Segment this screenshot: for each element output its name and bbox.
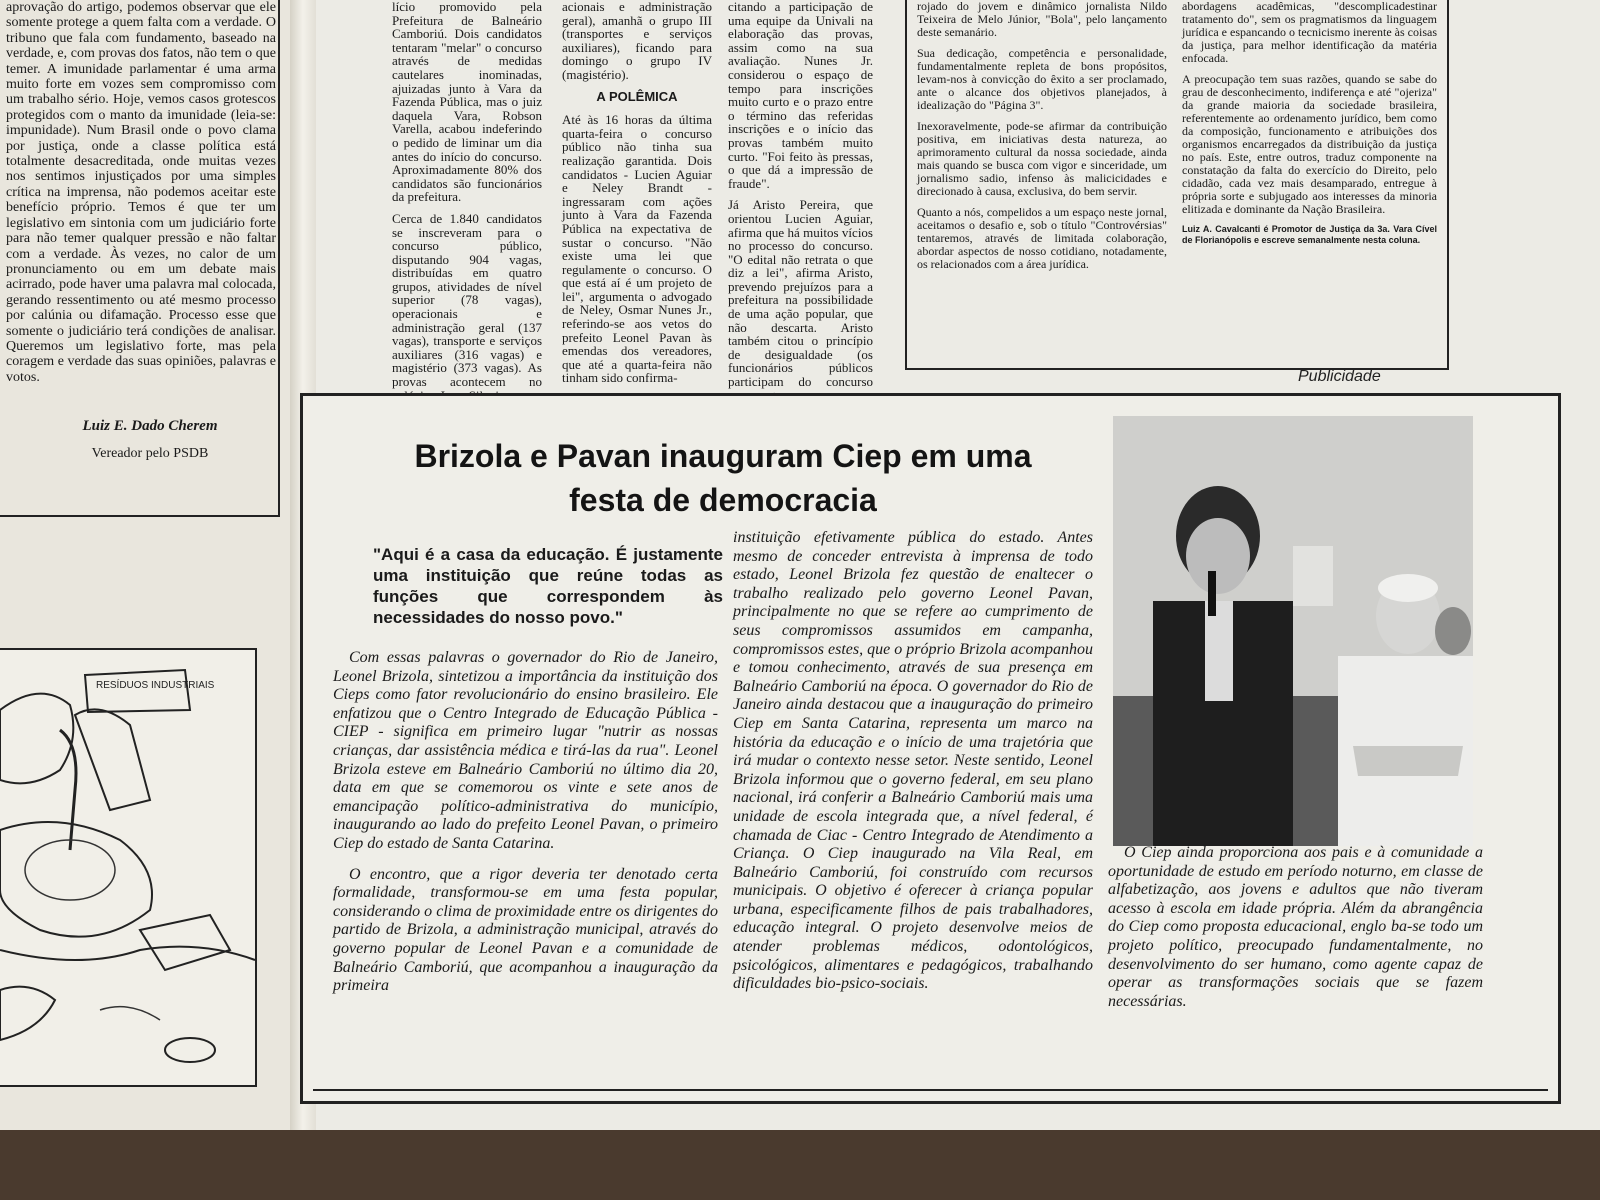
controversias-col-1-text-2: Sua dedicação, competência e personalidade, fundamentalmente repleta de bons propósitos, levam-nos à convicção do êxito a ser proclamado, ante o alcance dos objetivos planejados, à idealização do "Página 3". — [917, 46, 1167, 112]
top-column-3 — [728, 0, 873, 410]
advertorial-inner-frame — [313, 404, 1548, 1091]
advertorial-photo — [1113, 416, 1473, 846]
top-column-1-text: lício promovido pela Prefeitura de Balneário Camboriú. Dois candidatos tentaram "melar" o concurso através de medidas cautelares inominadas, ajuizadas junto à Vara da Fazenda Pública, mas o juiz daquela Vara, Robson Varella, acabou indeferindo o pedido de liminar um dia antes do início do concurso. Aproximadamente 80% dos candidatos são funcionários da prefeitura. — [392, 0, 542, 205]
top-column-3-text-2: Já Aristo Pereira, que orientou Lucien Aguiar, afirma que há muitos vícios no processo do concurso. "O edital não retrata o que diz a lei", afirma Aristo, prevendo prejuízos para a prefeitura na possibilidade de uma ação popular, que não descarta. Aristo também citou o princípio de desigualdade (os funcionários públicos participam do concurso — [728, 197, 873, 390]
left-article-signature: Luiz E. Dado Cherem — [82, 418, 218, 434]
top-column-1-text-2: Cerca de 1.840 candidatos se inscreveram para o concurso público, disputando 904 vagas, distribuídas em quatro grupos, atividades de nível superior (78 vagas), operacionais e administração geral (137 vagas), transporte e serviços auxiliares (316 vagas) e magistério (373 vagas). As provas acontecem no — [392, 210, 542, 390]
left-page — [0, 0, 300, 1135]
cartoon-drawing — [0, 650, 255, 1085]
advertorial-column-3-p1: O Ciep ainda proporciona aos pais e à comunidade a oportunidade de estudo em período noturno, em classe de alfabetização, aos jovens e adultos que não tiveram acesso à escola em idade própria. Além da abrangência do Ciep como proposta educacional, englo ba-se todo um projeto político, preocupado fundamentalmente, no desenvolvimento do ser humano, como agente capaz de operar as transformações sociais que se fazem necessárias. — [1108, 844, 1483, 1010]
controversias-col-1-text-3: Inexoravelmente, pode-se afirmar da contribuição positiva, em iniciativas desta natureza, ao aprimoramento cultural da nossa sociedade, ainda mais quando se busca com vigor e sinceridade, um jornalismo sadio, infenso às malicicidades e direcionado à causa, exclusiva, do bem servir. — [917, 119, 1167, 198]
advertorial-box — [300, 393, 1561, 1104]
advertorial-pullquote: "Aqui é a casa da educação. É justamente uma instituição que reúne todas as funções que correspondem às necessidades do nosso povo." — [373, 545, 723, 627]
cartoon-illustration — [0, 648, 257, 1087]
top-column-1 — [392, 0, 542, 424]
advertorial-column-3 — [1108, 844, 1483, 1023]
advertorial-column-2 — [733, 529, 1093, 1006]
table-surface — [0, 1130, 1600, 1200]
top-column-2-text: acionais e administração geral), amanhã o grupo III (transportes e serviços auxiliares), ficando para domingo o grupo IV (magistério). — [562, 0, 712, 82]
controversias-col-1-text: rojado do jovem e dinâmico jornalista Nildo Teixeira de Melo Júnior, "Bola", pelo lançamento deste semanário. — [917, 0, 1167, 39]
controversias-col-1 — [917, 0, 1167, 279]
publicidade-label: Publicidade — [1298, 368, 1381, 385]
controversias-col-2 — [1182, 0, 1437, 254]
cartoon-sign-text: RESÍDUOS INDUSTRIAIS — [96, 680, 215, 691]
left-article-text — [6, 0, 276, 385]
top-column-2-text-2: Até às 16 horas da última quarta-feira o concurso público não tinha sua realização garantida. Dois candidatos - Lucien Aguiar e Neley Brandt - ingressaram com ações junto à Vara da Fazenda Pública na expectativa de sustar o concurso. "Não existe uma lei que regulamente o concurso. O que está aí é um projeto de lei", argumenta o advogado de Neley, Osmar Nunes Jr., referindo-se aos vetos do prefeito Leonel Pavan às emendas dos vereadores, que até a quarta-feira não tinham sido confirma- — [562, 112, 712, 386]
top-column-3-text: citando a participação de uma equipe da Univali na elaboração das provas, assim como na sua avaliação. Nunes Jr. considerou o espaço de tempo para inscrições muito curto e o prazo entre o término das referidas inscrições e o início das provas também muito curto. "Foi feito às pressas, o que dá a impressão de fraude". — [728, 0, 873, 191]
section-heading-polemica: A POLÊMICA — [596, 88, 678, 104]
controversias-col-2-text: abordagens acadêmicas, "descomplicadestinar tratamento do", sem os pragmatismos da linguagem jurídica e espancando o tecnicismo inerente às coisas da justiça, para melhor identificação da matéria enfocada. — [1182, 0, 1437, 65]
controversias-byline: Luiz A. Cavalcanti é Promotor de Justiça da 3a. Vara Cível de Florianópolis e escreve semanalmente nesta coluna. — [1182, 224, 1437, 245]
photo-brizola-pavan — [1113, 416, 1473, 846]
advertorial-column-1-p1: Com essas palavras o governador do Rio de Janeiro, Leonel Brizola, sintetizou a importância da instituição dos Cieps como fator revolucionário do ensino brasileiro. Ele enfatizou que o Centro Integrado de Educação Pública - CIEP - significa em primeiro lugar "nutrir as nossas crianças, dar assistência médica e tirá-las da rua". Leonel Brizola esteve em Balneário Camboriú no último dia 20, data em que se comemorou os vinte e sete anos de emancipação político-administrativa do município, inaugurando ao lado do prefeito Leonel Pavan, o primeiro Ciep do estado de Santa Catarina. — [333, 649, 718, 852]
advertorial-headline: Brizola e Pavan inauguram Ciep em uma festa de democracia — [414, 438, 1032, 518]
top-column-2 — [562, 0, 712, 393]
controversias-col-2-text-2: A preocupação tem suas razões, quando se sabe do grau de desconhecimento, indiferença e até "ojeriza" da grande maioria da sociedade brasileira, referentemente ao ordenamento jurídico, bem como da composição, funcionamento e atribuições dos organismos encarregados da distribuição da justiça no país. Este, entre outros, traduz componente na constatação da falta do exercício do Direito, pelo cidadão, cada vez mais desamparado, entregue à própria sorte e subjugado aos interesses da minoria elitizada e dominante da Nação Brasileira. — [1182, 72, 1437, 216]
advertorial-column-1 — [333, 649, 718, 1008]
controversias-col-1-text-4: Quanto a nós, compelidos a um espaço neste jornal, aceitamos o desafio e, sob o título "Controvérsias" tentaremos, através de limitada colaboração, abordar aspectos de nosso cotidiano, notadamente, os relacionados com a área jurídica. — [917, 205, 1167, 271]
left-article-signature-role: Vereador pelo PSDB — [91, 446, 209, 461]
controversias-column-box — [905, 0, 1449, 370]
left-article-body: aprovação do artigo, podemos observar que ele somente protege a quem falta com a verdade. O tribuno que fala com fundamento, baseado na verdade, e, com provas dos fatos, não tem o que temer. A imunidade parlamentar é uma arma muito forte em vozes sem compromisso com um trabalho sério. Hoje, vemos casos grotescos protegidos com o manto da imunidade (leia-se: impunidade). Num Brasil onde o povo clama por justiça, onde a classe política está totalmente desacreditada, onde muitas vezes nos sentimos injustiçados por uma simples crítica na imprensa, não podemos aceitar este benefício próprio. Temos é que ter um legislativo em sintonia com um judiciário forte para não temer qualquer pressão e não faltar com a verdade. Às vezes, no calor de um pronunciamento ou em um debate mais acirrado, pode haver uma palavra mal colocada, gerando ressentimento ou até mesmo processo por calúnia ou difamação. Processo esse que somente o judiciário terá condições de analisar. Queremos um legislativo forte, mas pela coragem e verdade das suas opiniões, palavras e votos. — [6, 0, 276, 385]
advertorial-column-2-p1: instituição efetivamente pública do estado. Antes mesmo de conceder entrevista à imprensa de todo estado, Leonel Brizola fez questão de enaltecer o trabalho realizado pelo governo Leonel Pavan, principalmente no que se refere ao cumprimento de seus compromissos assumidos em campanha, compromissos estes, que o próprio Brizola acompanhou e tomou conhecimento, através de sua presença em Balneário Camboriú na época. O governador do Rio de Janeiro ainda destacou que a inauguração do primeiro Ciep em Santa Catarina, representa um marco na história da educação e o início de uma trajetória que irá mudar o contexto nesse setor. Neste sentido, Leonel Brizola informou que o governo federal, em seu plano nacional, irá conferir a Balneário Camboriú mais uma unidade de escola integrada que, a nível federal, é chamada de Ciac - Centro Integrado de Atendimento a Criança. O Ciep inaugurado na Vila Real, em Balneário Camboriú, foi construído com recursos municipais. O objetivo é oferecer à criança popular urbana, especificamente filhos de pais trabalhadores, educação integral. O projeto desenvolve meios de atender problemas médicos, odontológicos, psicológicos, alimentares e pedagógicos, trabalhando dificuldades bio-psico-sociais. — [733, 529, 1093, 993]
advertorial-column-1-p2: O encontro, que a rigor deveria ter denotado certa formalidade, transformou-se em uma festa popular, considerando o clima de proximidade entre os dirigentes do partido de Brizola, a administração municipal, através do governo popular de Leonel Pavan e a comunidade de Balneário Camboriú, que acompanhou a inauguração da primeira — [333, 865, 718, 995]
